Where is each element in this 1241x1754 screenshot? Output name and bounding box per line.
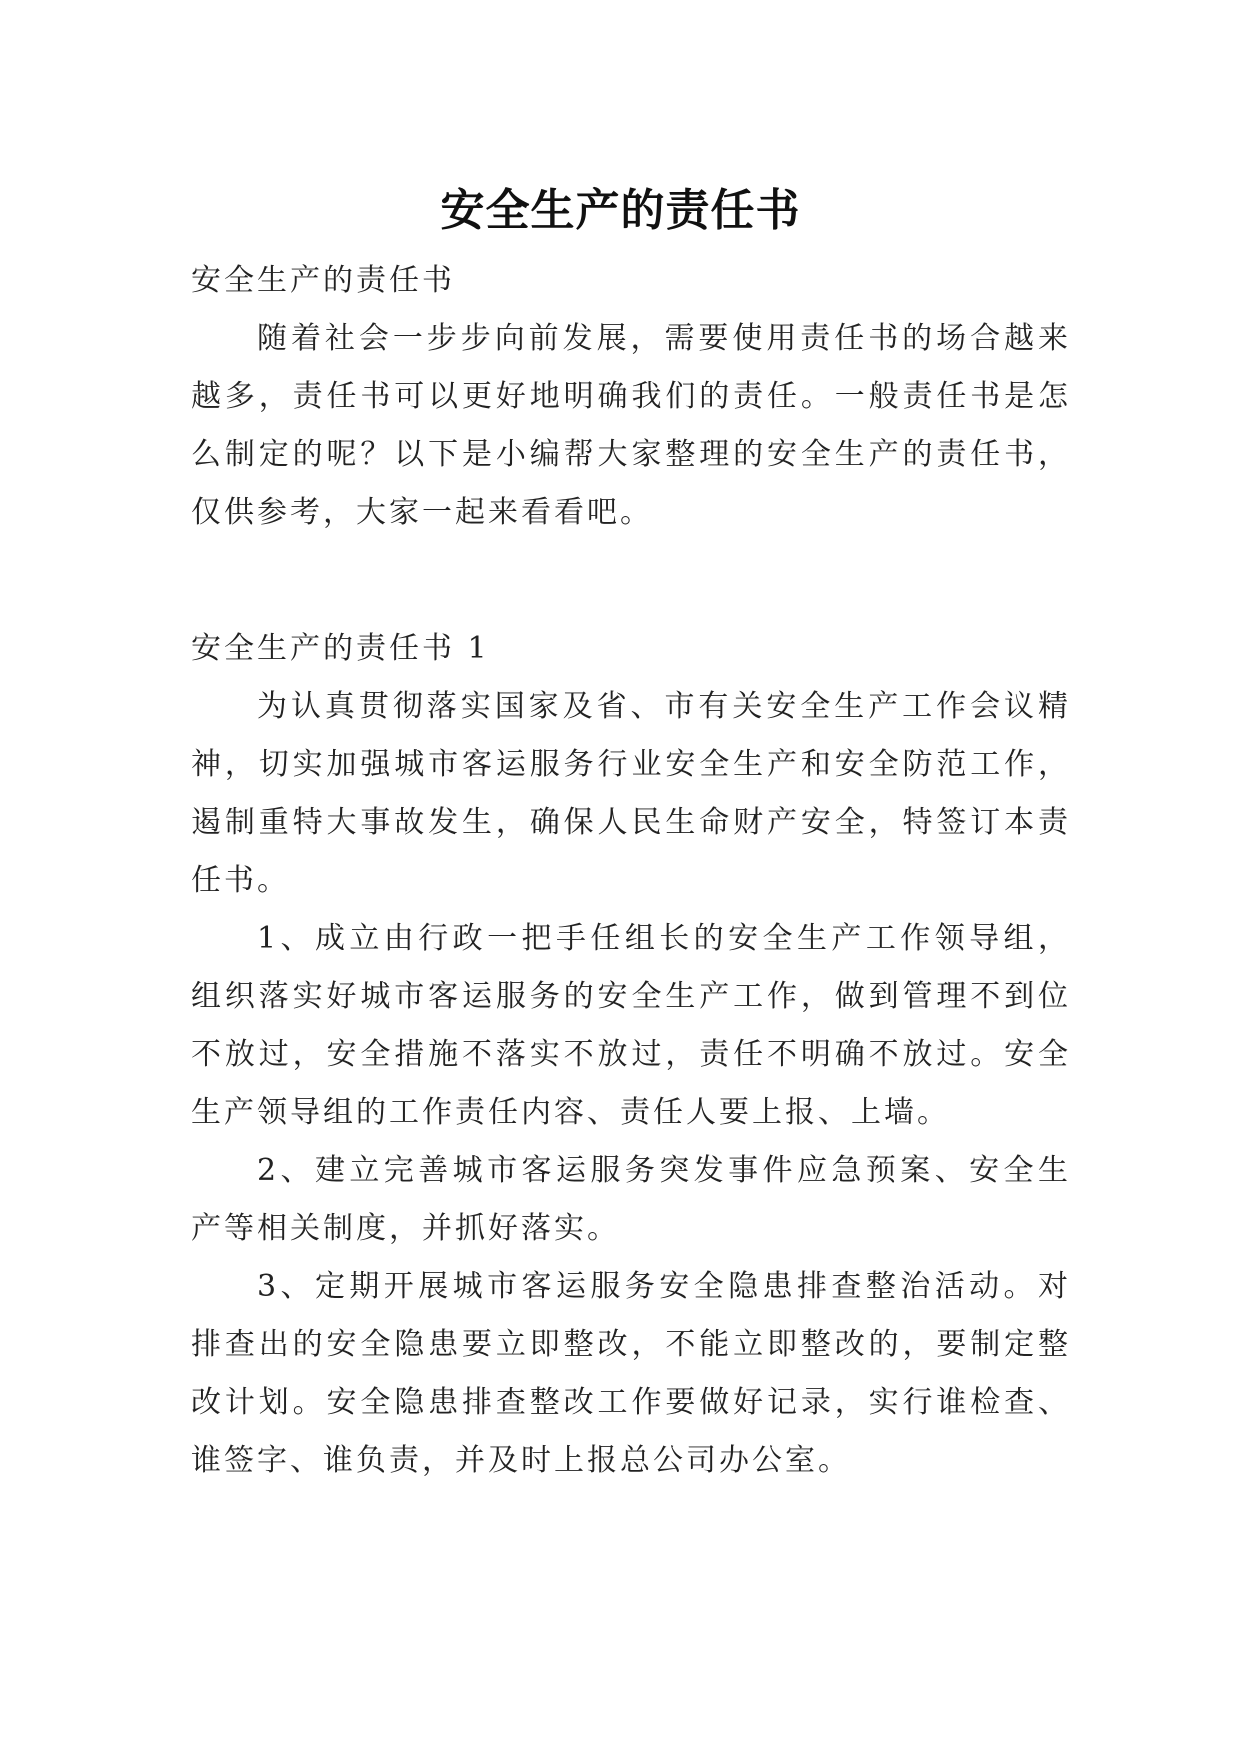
section-1-item-1: 1、成立由行政一把手任组长的安全生产工作领导组，组织落实好城市客运服务的安全生产工作，做到管理不到位不放过，安全措施不落实不放过，责任不明确不放过。安全生产领导组的工作责任内容、责任人要上报、上墙。 xyxy=(191,921,1071,1130)
document-title: 安全生产的责任书 xyxy=(440,185,801,237)
section-1-body xyxy=(191,678,1071,1490)
intro-paragraph: 随着社会一步步向前发展，需要使用责任书的场合越来越多，责任书可以更好地明确我们的责任。一般责任书是怎么制定的呢？以下是小编帮大家整理的安全生产的责任书，仅供参考，大家一起来看看吧。 xyxy=(191,321,1071,530)
section-1-item-2: 2、建立完善城市客运服务突发事件应急预案、安全生产等相关制度，并抓好落实。 xyxy=(191,1153,1071,1246)
section-1-item-3: 3、定期开展城市客运服务安全隐患排查整治活动。对排查出的安全隐患要立即整改，不能立即整改的，要制定整改计划。安全隐患排查整改工作要做好记录，实行谁检查、谁签字、谁负责，并及时上报总公司办公室。 xyxy=(191,1269,1071,1478)
section-1-heading: 安全生产的责任书 1 xyxy=(191,631,490,666)
intro-paragraph-block xyxy=(191,310,1071,542)
intro-heading: 安全生产的责任书 xyxy=(191,263,455,298)
section-1-paragraph: 为认真贯彻落实国家及省、市有关安全生产工作会议精神，切实加强城市客运服务行业安全生产和安全防范工作，遏制重特大事故发生，确保人民生命财产安全，特签订本责任书。 xyxy=(191,689,1071,898)
